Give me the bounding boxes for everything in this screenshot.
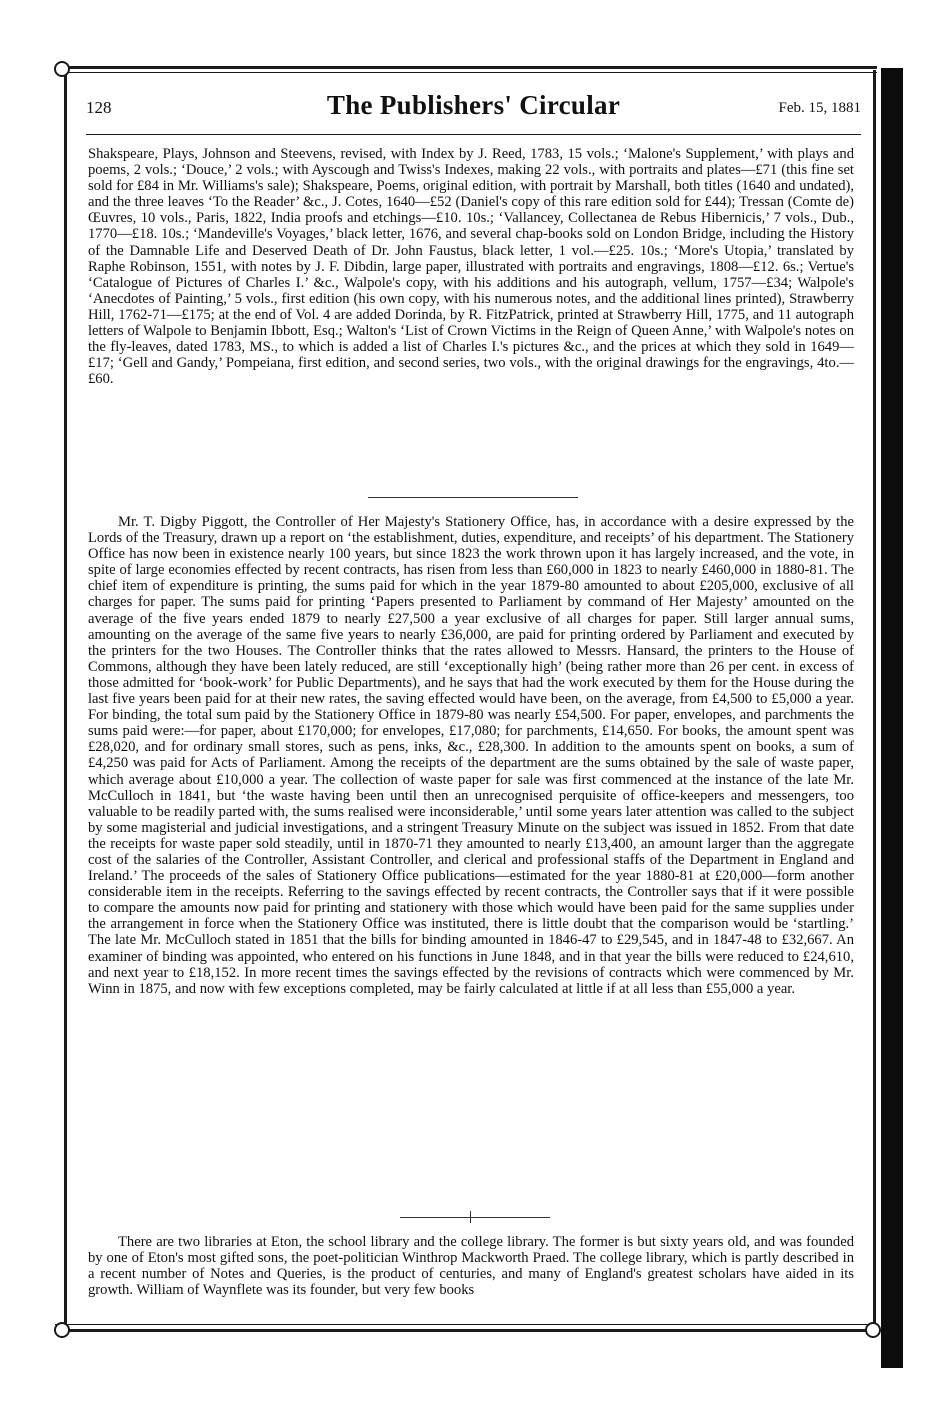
bottom-border-inner-rule: [55, 1324, 877, 1325]
binding-edge: [881, 68, 903, 1368]
paragraph-book-sale: Shakspeare, Plays, Johnson and Steevens, revised, with Index by J. Reed, 1783, 15 vols.; ‘Malone's Supplement,’ with plays and poems, 2 vols.; ‘Douce,’ 2 vols.; with Ayscough and Twiss's Indexes, making 22 vols., with portraits and plates—£71 (this fine set sold for £84 in Mr. Williams's sale); Shakspeare, Poems, original edition, with portrait by Marshall, both titles (1640 and undated), and the three leaves ‘To the Reader’ &c., J. Cotes, 1640—£52 (Daniel's copy of this rare edition sold for £44); Tressan (Comte de) Œuvres, 10 vols., Paris, 1822, India proofs and etchings—£10. 10s.; ‘Vallancey, Collectanea de Rebus Hibernicis,’ 7 vols., Dub., 1770—£18. 10s.; ‘Mandeville's Voyages,’ black letter, 1676, and several chap-books sold on London Bridge, including the History of the Damnable Life and Deserved Death of Dr. John Faustus, black letter, 1 vol.—£25. 10s.; ‘More's Utopia,’ translated by Raphe Robinson, 1551, with notes by J. F. Dibdin, large paper, illustrated with portraits and engravings, 1808—£12. 6s.; Vertue's ‘Catalogue of Pictures of Charles I.’ &c., Walpole's copy, with his additions and his autograph, vellum, 1757—£34; Walpole's ‘Anecdotes of Painting,’ 5 vols., first edition (his own copy, with his numerous notes, and the additional lines printed), Strawberry Hill, 1762-71—£175; at the end of Vol. 4 are added Dorinda, by R. FitzPatrick, printed at Strawberry Hill, 1775, and 11 autograph letters of Walpole to Benjamin Ibbott, Esq.; Walton's ‘List of Crown Victims in the Reign of Queen Anne,’ with Walpole's notes on the fly-leaves, dated 1783, MS., to which is added a list of Charles I.'s pictures &c., and the prices at which they sold in 1649—£17; ‘Gell and Gandy,’ Pompeiana, first edition, and second series, two vols., with the original drawings for the engravings, 4to.—£60.: [88, 146, 854, 388]
issue-date: Feb. 15, 1881: [778, 100, 861, 116]
divider-ornament-icon: [470, 1211, 481, 1223]
page-number: 128: [86, 98, 112, 117]
section-divider: [368, 497, 578, 498]
paragraph-eton-libraries: There are two libraries at Eton, the school library and the college library. The former is but sixty years old, and was founded by one of Eton's most gifted sons, the poet-politician Winthrop Mackworth Praed. The college library, which is partly described in a recent number of Notes and Queries, is the product of centuries, and many of England's greatest scholars have aided in its growth. William of Waynflete was its founder, but very few books: [88, 1234, 854, 1299]
corner-ornament-icon: [54, 1322, 70, 1338]
corner-ornament-icon: [54, 61, 70, 77]
corner-ornament-icon: [865, 1322, 881, 1338]
header-rule: [86, 134, 861, 135]
page-header: [86, 90, 861, 130]
paragraph-stationery-office: Mr. T. Digby Piggott, the Controller of Her Majesty's Stationery Office, has, in accordance with a desire expressed by the Lords of the Treasury, drawn up a report on ‘the establishment, duties, expenditure, and receipts’ of his department. The Stationery Office has now been in existence nearly 100 years, but since 1823 the work thrown upon it has largely increased, and the vote, in spite of large economies effected by recent contracts, has risen from less than £60,000 in 1823 to nearly £460,000 in 1880-81. The chief item of expenditure is printing, the sums paid for which in the year 1879-80 amounted to about £205,000, exclusive of all charges for paper. The sums paid for printing ‘Papers presented to Parliament by command of Her Majesty’ amounted on the average of the five years ended 1879 to nearly £27,500 a year exclusive of all charges for paper. Still larger annual sums, amounting on the average of the same five years to nearly £36,000, are paid for printing ordered by Parliament and executed by the printers for the two Houses. The Controller thinks that the rates allowed to Messrs. Hansard, the printers to the House of Commons, although they have been lately reduced, are still ‘exceptionally high’ (being rather more than 26 per cent. in excess of those admitted for ‘book-work’ for Public Departments), and he says that had the work executed by them for the House during the last five years been paid for at their new rates, the saving effected would have been, on the average, from £4,500 to £5,000 a year. For binding, the total sum paid by the Stationery Office in 1879-80 was nearly £54,500. For paper, envelopes, and parchments the sums paid were:—for paper, about £170,000; for envelopes, £17,080; for parchments, £14,650. For books, the amount spent was £28,020, and for ordinary small stores, such as pens, inks, &c., £28,300. In addition to the amounts spent on books, a sum of £4,250 was paid for Acts of Parliament. Among the receipts of the department are the sums obtained by the sale of waste paper, which average about £10,000 a year. The collection of waste paper for sale was first commenced at the instance of the late Mr. McCulloch in 1841, but ‘the waste having been until then an unrecognised perquisite of office-keepers and messengers, too valuable to be readily parted with, the sums realised were inconsiderable,’ until some years later attention was called to the subject by some magisterial and judicial investigations, and a stringent Treasury Minute on the subject was issued in 1852. From that date the receipts for waste paper sold steadily, until in 1870-71 they amounted to nearly £13,400, an amount larger than the aggregate cost of the salaries of the Controller, Assistant Controller, and clerical and professional staffs of the Department in England and Ireland.’ The proceeds of the sales of Stationery Office publications—estimated for the year 1880-81 at £20,000—form another considerable item in the receipts. Referring to the savings effected by recent contracts, the Controller says that if it were possible to compare the amounts now paid for printing and stationery with those which would have been paid for the same supplies under the arrangement in force when the Stationery Office was instituted, there is little doubt that the comparison would be ‘startling.’ The late Mr. McCulloch stated in 1851 that the bills for binding amounted in 1846-47 to £29,545, and in 1847-48 to £32,667. An examiner of binding was appointed, who entered on his functions in June 1848, and in that year the bills were reduced to £24,610, and next year to £18,152. In more recent times the savings effected by the revisions of contracts which were commenced by Mr. Winn in 1875, and now with few exceptions completed, may be fairly calculated at little if at all less than £55,000 a year.: [88, 514, 854, 997]
top-border-rule: [55, 66, 877, 69]
journal-title: The Publishers' Circular: [326, 90, 621, 120]
bottom-border-rule: [55, 1329, 877, 1332]
